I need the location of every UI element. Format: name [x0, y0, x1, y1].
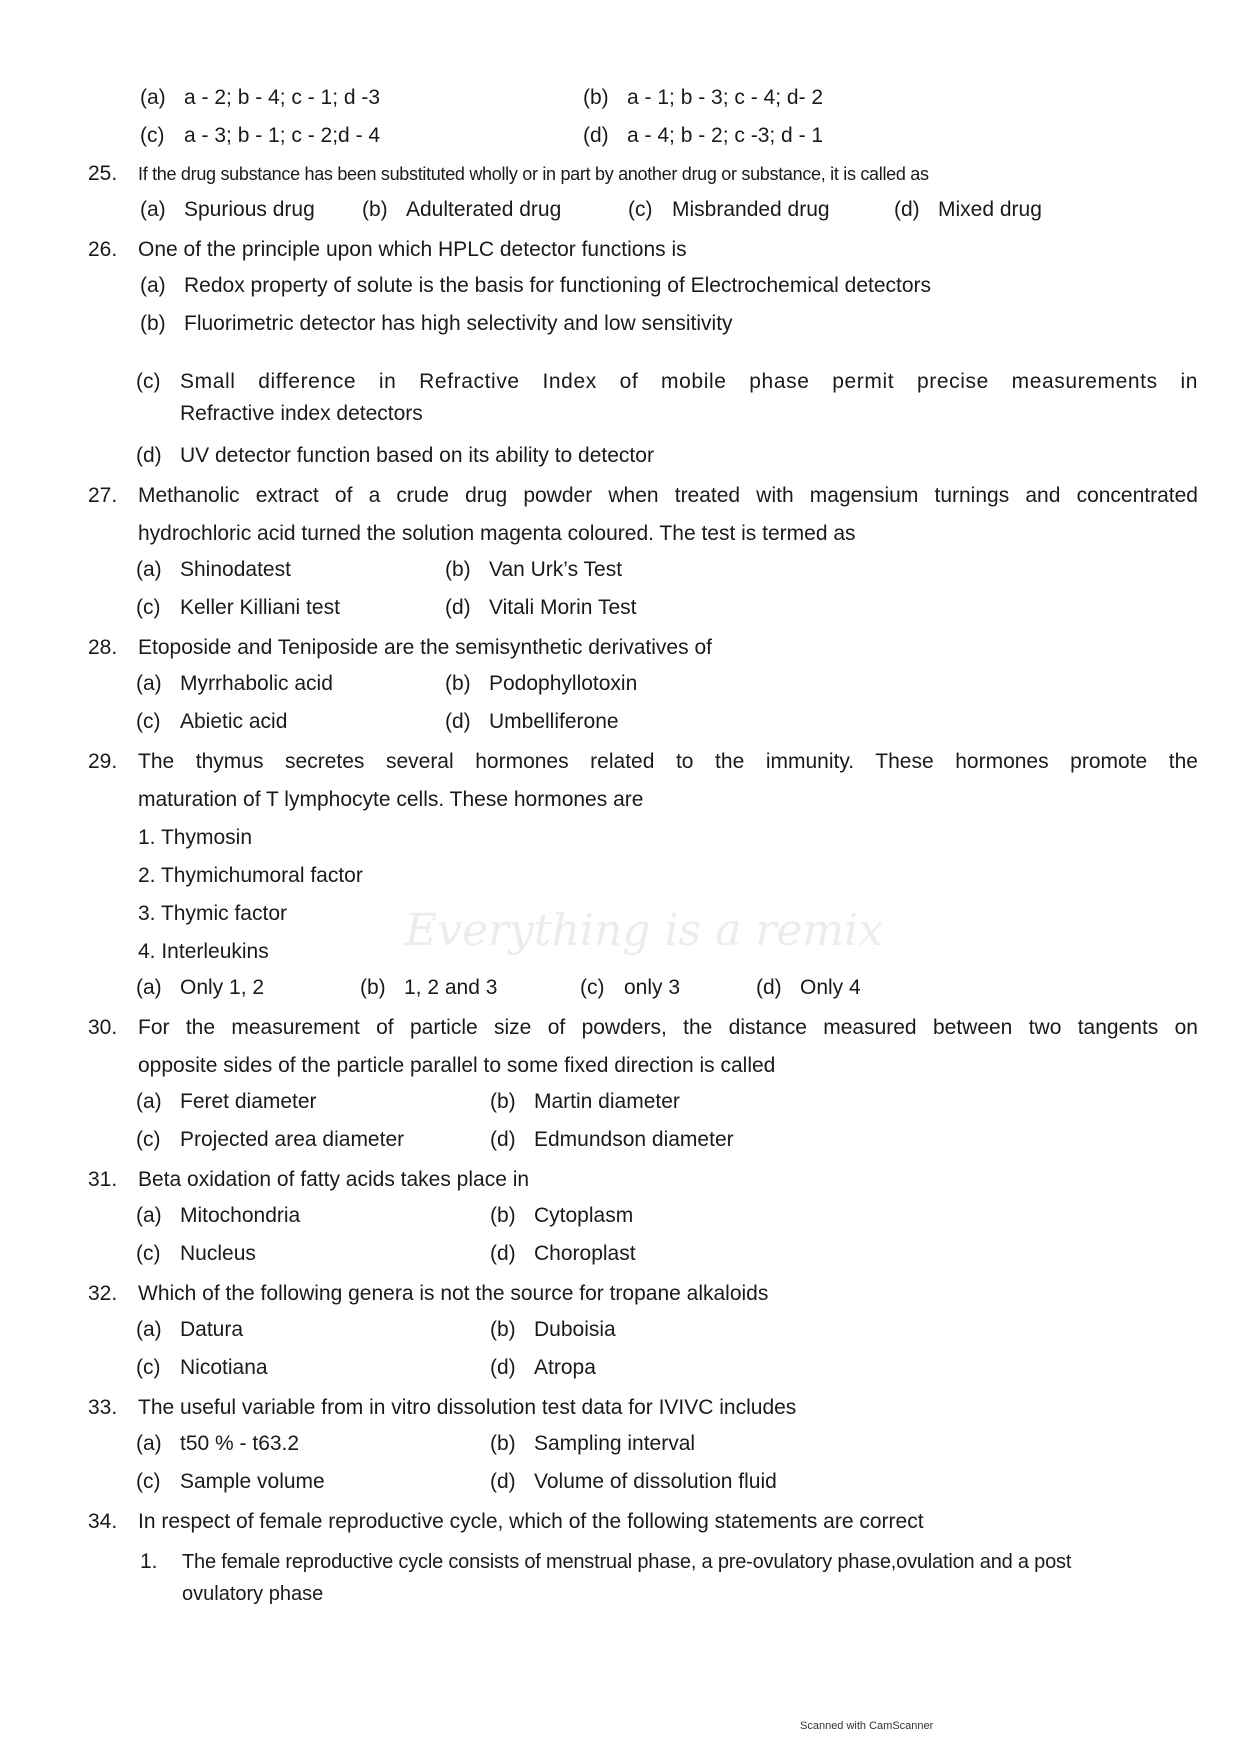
q28-option-c[interactable]: (c) Abietic acid	[136, 710, 288, 733]
q25-number: 25.	[88, 162, 118, 185]
q32-option-c[interactable]: (c) Nicotiana	[136, 1356, 268, 1379]
q34-statement-line2: ovulatory phase	[182, 1583, 324, 1605]
q29-option-c[interactable]: (c) only 3	[580, 976, 681, 999]
scanner-footer: Scanned with CamScanner	[800, 1720, 934, 1732]
q26-option-b[interactable]: (b) Fluorimetric detector has high selectivity and low sensitivity	[140, 312, 733, 335]
q31-option-d[interactable]: (d) Choroplast	[490, 1242, 636, 1265]
q31-option-a[interactable]: (a) Mitochondria	[136, 1204, 301, 1227]
q24-option-b[interactable]: (b) a - 1; b - 3; c - 4; d- 2	[583, 86, 824, 109]
q33-option-b[interactable]: (b) Sampling interval	[490, 1432, 696, 1455]
q27-question-line1: Methanolic extract of a crude drug powder when treated with magensium turnings and concentrated	[138, 484, 1198, 507]
q28-option-a[interactable]: (a) Myrrhabolic acid	[136, 672, 333, 695]
q33-number: 33.	[88, 1396, 118, 1419]
q30-question-line1: For the measurement of particle size of powders, the distance measured between two tangents on	[138, 1016, 1198, 1039]
q34-question: In respect of female reproductive cycle, which of the following statements are correct	[138, 1510, 924, 1533]
q25-option-c[interactable]: (c) Misbranded drug	[628, 198, 830, 221]
q29-list-item: 3. Thymic factor	[138, 902, 287, 925]
q25-question: If the drug substance has been substituted wholly or in part by another drug or substance, it is called as	[138, 164, 929, 184]
q32-question: Which of the following genera is not the source for tropane alkaloids	[138, 1282, 769, 1305]
q31-question: Beta oxidation of fatty acids takes place in	[138, 1168, 530, 1191]
q29-list-item: 4. Interleukins	[138, 940, 269, 963]
q34-number: 34.	[88, 1510, 118, 1533]
q26-question: One of the principle upon which HPLC detector functions is	[138, 238, 687, 261]
q26-option-a[interactable]: (a) Redox property of solute is the basis for functioning of Electrochemical detectors	[140, 274, 932, 297]
watermark: Everything is a remix	[405, 905, 884, 956]
q33-question: The useful variable from in vitro dissolution test data for IVIVC includes	[138, 1396, 797, 1419]
q27-option-a[interactable]: (a) Shinodatest	[136, 558, 291, 581]
q27-option-c[interactable]: (c) Keller Killiani test	[136, 596, 340, 619]
q25-option-d[interactable]: (d) Mixed drug	[894, 198, 1042, 221]
q31-number: 31.	[88, 1168, 118, 1191]
q33-option-a[interactable]: (a) t50 % - t63.2	[136, 1432, 300, 1455]
q30-option-a[interactable]: (a) Feret diameter	[136, 1090, 317, 1113]
q29-list-item: 2. Thymichumoral factor	[138, 864, 363, 887]
q28-option-d[interactable]: (d) Umbelliferone	[445, 710, 619, 733]
q31-option-c[interactable]: (c) Nucleus	[136, 1242, 256, 1265]
q27-question-line2: hydrochloric acid turned the solution magenta coloured. The test is termed as	[138, 522, 856, 545]
q28-question: Etoposide and Teniposide are the semisynthetic derivatives of	[138, 636, 712, 659]
q32-option-a[interactable]: (a) Datura	[136, 1318, 244, 1341]
q30-question-line2: opposite sides of the particle parallel to some fixed direction is called	[138, 1054, 776, 1077]
q26-option-c[interactable]: (c) Small difference in Refractive Index of mobile phase permit precise measurements in Refractive index detectors	[136, 370, 1198, 425]
q32-number: 32.	[88, 1282, 118, 1305]
q33-option-c[interactable]: (c) Sample volume	[136, 1470, 325, 1493]
q26-option-d[interactable]: (d) UV detector function based on its ability to detector	[136, 444, 654, 467]
q30-option-d[interactable]: (d) Edmundson diameter	[490, 1128, 734, 1151]
q25-option-b[interactable]: (b) Adulterated drug	[362, 198, 562, 221]
q27-option-d[interactable]: (d) Vitali Morin Test	[445, 596, 637, 619]
q28-option-b[interactable]: (b) Podophyllotoxin	[445, 672, 638, 695]
q27-option-b[interactable]: (b) Van Urk’s Test	[445, 558, 623, 581]
q29-option-d[interactable]: (d) Only 4	[756, 976, 861, 999]
q33-option-d[interactable]: (d) Volume of dissolution fluid	[490, 1470, 777, 1493]
q32-option-d[interactable]: (d) Atropa	[490, 1356, 596, 1379]
q29-question-line2: maturation of T lymphocyte cells. These hormones are	[138, 788, 644, 811]
q32-option-b[interactable]: (b) Duboisia	[490, 1318, 616, 1341]
q29-number: 29.	[88, 750, 118, 773]
q34-statement-line1: The female reproductive cycle consists of menstrual phase, a pre-ovulatory phase,ovulation and a post	[182, 1551, 1072, 1573]
q24-option-c[interactable]: (c) a - 3; b - 1; c - 2;d - 4	[140, 124, 381, 147]
q29-option-a[interactable]: (a) Only 1, 2	[136, 976, 265, 999]
q25-option-a[interactable]: (a) Spurious drug	[140, 198, 315, 221]
q24-option-d[interactable]: (d) a - 4; b - 2; c -3; d - 1	[583, 124, 824, 147]
q24-option-a[interactable]: (a) a - 2; b - 4; c - 1; d -3	[140, 86, 381, 109]
q27-number: 27.	[88, 484, 118, 507]
q30-number: 30.	[88, 1016, 118, 1039]
q30-option-b[interactable]: (b) Martin diameter	[490, 1090, 680, 1113]
q26-number: 26.	[88, 238, 118, 261]
q29-option-b[interactable]: (b) 1, 2 and 3	[360, 976, 498, 999]
q29-question-line1: The thymus secretes several hormones related to the immunity. These hormones promote the	[138, 750, 1198, 773]
q30-option-c[interactable]: (c) Projected area diameter	[136, 1128, 405, 1151]
q28-number: 28.	[88, 636, 118, 659]
q34-statement-number: 1.	[140, 1550, 158, 1573]
q29-list-item: 1. Thymosin	[138, 826, 252, 849]
q31-option-b[interactable]: (b) Cytoplasm	[490, 1204, 634, 1227]
